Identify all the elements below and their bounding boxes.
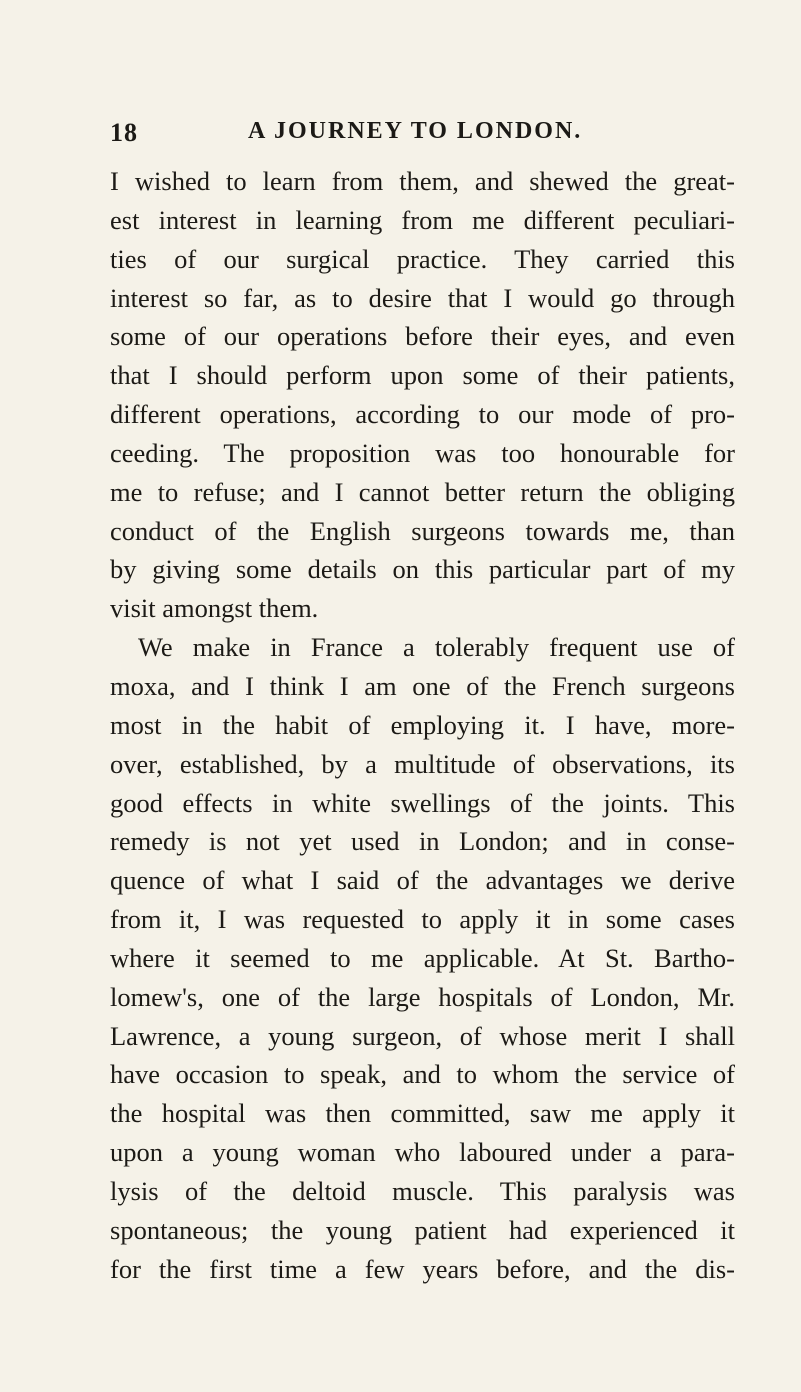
running-head bbox=[110, 118, 725, 148]
text-line: conduct of the English surgeons towards me, than bbox=[110, 515, 735, 546]
text-line: moxa, and I think I am one of the French surgeons bbox=[110, 670, 735, 701]
text-line: where it seemed to me applicable. At St. Bartho- bbox=[110, 942, 735, 973]
text-line: Lawrence, a young surgeon, of whose merit I shall bbox=[110, 1020, 735, 1051]
body-text bbox=[110, 162, 735, 1288]
text-line: over, established, by a multitude of observations, its bbox=[110, 748, 735, 779]
text-line: that I should perform upon some of their patients, bbox=[110, 360, 735, 391]
text-line: have occasion to speak, and to whom the service of bbox=[110, 1059, 735, 1090]
text-line: the hospital was then committed, saw me apply it bbox=[110, 1098, 735, 1129]
paragraph-start-line: We make in France a tolerably frequent use of bbox=[138, 632, 735, 663]
text-line: ceeding. The proposition was too honourable for bbox=[110, 437, 735, 468]
text-line: different operations, according to our mode of pro- bbox=[110, 399, 735, 430]
text-line: lysis of the deltoid muscle. This paralysis was bbox=[110, 1175, 735, 1206]
paragraph-end-line: visit amongst them. bbox=[110, 593, 319, 624]
text-line: est interest in learning from me different peculiari- bbox=[110, 204, 735, 235]
text-line: lomew's, one of the large hospitals of London, Mr. bbox=[110, 981, 735, 1012]
running-title: A JOURNEY TO LONDON. bbox=[248, 118, 583, 144]
page-number: 18 bbox=[110, 118, 138, 147]
text-line: for the first time a few years before, and the dis- bbox=[110, 1253, 735, 1284]
text-line: I wished to learn from them, and shewed the great- bbox=[110, 166, 735, 196]
text-line: ties of our surgical practice. They carried this bbox=[110, 243, 735, 274]
text-line: remedy is not yet used in London; and in conse- bbox=[110, 826, 735, 857]
text-line: by giving some details on this particular part of my bbox=[110, 554, 735, 585]
text-line: most in the habit of employing it. I have, more- bbox=[110, 709, 735, 740]
text-line: me to refuse; and I cannot better return the obliging bbox=[110, 476, 735, 507]
text-line: upon a young woman who laboured under a para- bbox=[110, 1137, 735, 1168]
text-line: some of our operations before their eyes, and even bbox=[110, 321, 735, 352]
text-line: spontaneous; the young patient had experienced it bbox=[110, 1214, 735, 1245]
text-line: good effects in white swellings of the joints. This bbox=[110, 787, 735, 818]
text-line: interest so far, as to desire that I would go through bbox=[110, 282, 735, 313]
text-line: quence of what I said of the advantages we derive bbox=[110, 865, 735, 896]
text-line: from it, I was requested to apply it in some cases bbox=[110, 904, 735, 935]
